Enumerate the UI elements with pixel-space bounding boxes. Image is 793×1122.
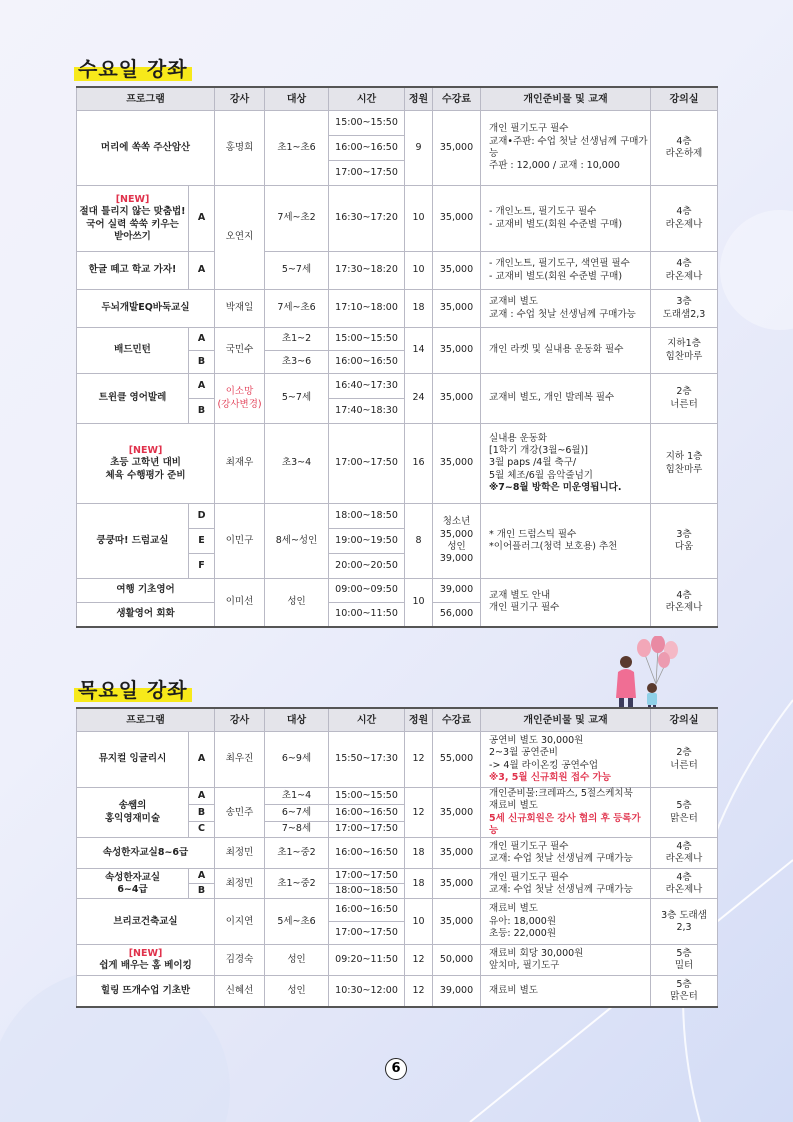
table-row bbox=[77, 252, 718, 290]
target: 5~7세 bbox=[265, 252, 329, 290]
program-name: 뮤지컬 잉글리시 bbox=[77, 732, 189, 788]
fee: 35,000 bbox=[433, 374, 481, 424]
room: 2층 너른터 bbox=[651, 374, 718, 424]
header-fee: 수강료 bbox=[433, 708, 481, 732]
thursday-section-title: 목요일 강좌 bbox=[74, 677, 192, 703]
materials: 재료비 별도 유아: 18,000원 초등: 22,000원 bbox=[481, 899, 651, 945]
teacher: 최재우 bbox=[215, 424, 265, 504]
teacher: 신혜선 bbox=[215, 976, 265, 1007]
fee: 39,000 bbox=[433, 579, 481, 603]
materials: * 개인 드럼스틱 필수 *이어플러그(청력 보호용) 추천 bbox=[481, 504, 651, 579]
materials: - 개인노트, 필기도구, 색연필 필수 - 교재비 별도(회원 수준별 구매) bbox=[481, 252, 651, 290]
room: 5층 맑은터 bbox=[651, 976, 718, 1007]
page-number: 6 bbox=[385, 1058, 407, 1080]
time: 10:00~11:50 bbox=[329, 603, 405, 627]
materials: 교재비 별도 교재 : 수업 첫날 선생님께 구매가능 bbox=[481, 290, 651, 328]
time: 17:00~17:50 bbox=[329, 869, 405, 884]
capacity: 16 bbox=[405, 424, 433, 504]
header-capacity: 정원 bbox=[405, 708, 433, 732]
fee: 35,000 bbox=[433, 869, 481, 899]
capacity: 12 bbox=[405, 945, 433, 976]
table-row bbox=[77, 111, 718, 136]
fee: 35,000 bbox=[433, 838, 481, 869]
time: 16:30~17:20 bbox=[329, 186, 405, 252]
table-row bbox=[77, 899, 718, 922]
program-name: 속성한자교실8~6급 bbox=[77, 838, 215, 869]
header-teacher: 강사 bbox=[215, 708, 265, 732]
capacity: 14 bbox=[405, 328, 433, 374]
teacher: 이미선 bbox=[215, 579, 265, 627]
class-label: E bbox=[189, 529, 215, 554]
class-label: C bbox=[189, 821, 215, 838]
materials: 개인 필기도구 필수 교재•주판: 수업 첫날 선생님께 구매가능 주판 : 12,000 / 교재 : 10,000 bbox=[481, 111, 651, 186]
time: 15:00~15:50 bbox=[329, 111, 405, 136]
capacity: 10 bbox=[405, 186, 433, 252]
class-label: A bbox=[189, 374, 215, 399]
fee: 56,000 bbox=[433, 603, 481, 627]
fee: 청소년 35,000 성인 39,000 bbox=[433, 504, 481, 579]
program-name: 배드민턴 bbox=[77, 328, 189, 374]
room: 3층 도래샘 2,3 bbox=[651, 899, 718, 945]
capacity: 8 bbox=[405, 504, 433, 579]
teacher: 이민구 bbox=[215, 504, 265, 579]
time: 16:40~17:30 bbox=[329, 374, 405, 399]
class-label: A bbox=[189, 186, 215, 252]
room: 3층 도래샘2,3 bbox=[651, 290, 718, 328]
class-label: A bbox=[189, 788, 215, 805]
capacity: 10 bbox=[405, 252, 433, 290]
time: 10:30~12:00 bbox=[329, 976, 405, 1007]
program-name: [NEW] 쉽게 배우는 홈 베이킹 bbox=[77, 945, 215, 976]
materials: - 개인노트, 필기도구 필수 - 교재비 별도(회원 수준별 구매) bbox=[481, 186, 651, 252]
target: 초3~6 bbox=[265, 351, 329, 374]
room: 4층 라온제나 bbox=[651, 869, 718, 899]
program-name: 트윈클 영어발레 bbox=[77, 374, 189, 424]
table-row bbox=[77, 290, 718, 328]
target: 5~7세 bbox=[265, 374, 329, 424]
header-program: 프로그램 bbox=[77, 708, 215, 732]
time: 16:00~16:50 bbox=[329, 351, 405, 374]
class-label: A bbox=[189, 252, 215, 290]
materials: 실내용 운동화 [1학기 개강(3월~6월)] 3월 paps /4월 축구/ 5월 체조/6월 음악줄넘기 ※7~8월 방학은 미운영됩니다. bbox=[481, 424, 651, 504]
program-name: 브리코건축교실 bbox=[77, 899, 215, 945]
teacher: 최정민 bbox=[215, 869, 265, 899]
teacher: 최우진 bbox=[215, 732, 265, 788]
fee: 35,000 bbox=[433, 424, 481, 504]
room: 4층 라온제나 bbox=[651, 838, 718, 869]
room: 5층 밀터 bbox=[651, 945, 718, 976]
fee: 35,000 bbox=[433, 788, 481, 838]
room: 지하 1층 힘찬마루 bbox=[651, 424, 718, 504]
program-name: 속성한자교실 6~4급 bbox=[77, 869, 189, 899]
capacity: 9 bbox=[405, 111, 433, 186]
header-capacity: 정원 bbox=[405, 87, 433, 111]
header-target: 대상 bbox=[265, 708, 329, 732]
fee: 39,000 bbox=[433, 976, 481, 1007]
time: 16:00~16:50 bbox=[329, 136, 405, 161]
time: 09:20~11:50 bbox=[329, 945, 405, 976]
class-label: B bbox=[189, 351, 215, 374]
teacher: 송민주 bbox=[215, 788, 265, 838]
target: 초1~2 bbox=[265, 328, 329, 351]
target: 초1~중2 bbox=[265, 869, 329, 899]
time: 17:00~17:50 bbox=[329, 922, 405, 945]
wednesday-schedule-table bbox=[76, 86, 718, 628]
materials: 공연비 별도 30,000원 2~3월 공연준비 -> 4월 라이온킹 공연수업 ※3, 5월 신규회원 접수 가능 bbox=[481, 732, 651, 788]
time: 17:40~18:30 bbox=[329, 399, 405, 424]
class-label: F bbox=[189, 554, 215, 579]
class-label: A bbox=[189, 732, 215, 788]
materials: 교재 별도 안내 개인 필기구 필수 bbox=[481, 579, 651, 627]
time: 15:50~17:30 bbox=[329, 732, 405, 788]
fee: 35,000 bbox=[433, 290, 481, 328]
program-name: [NEW] 초등 고학년 대비 체육 수행평가 준비 bbox=[77, 424, 215, 504]
header-program: 프로그램 bbox=[77, 87, 215, 111]
teacher: 오연지 bbox=[215, 186, 265, 290]
header-room: 강의실 bbox=[651, 708, 718, 732]
header-materials: 개인준비물 및 교재 bbox=[481, 87, 651, 111]
target: 성인 bbox=[265, 976, 329, 1007]
time: 16:00~16:50 bbox=[329, 804, 405, 821]
target: 7~8세 bbox=[265, 821, 329, 838]
class-label: A bbox=[189, 869, 215, 884]
balloons-illustration bbox=[604, 636, 704, 716]
time: 17:10~18:00 bbox=[329, 290, 405, 328]
fee: 35,000 bbox=[433, 252, 481, 290]
table-row bbox=[77, 579, 718, 603]
class-label: A bbox=[189, 328, 215, 351]
teacher: 이소망 (강사변경) bbox=[215, 374, 265, 424]
class-label: B bbox=[189, 399, 215, 424]
capacity: 12 bbox=[405, 732, 433, 788]
capacity: 12 bbox=[405, 788, 433, 838]
materials: 교재비 별도, 개인 발레복 필수 bbox=[481, 374, 651, 424]
capacity: 18 bbox=[405, 838, 433, 869]
teacher: 박재일 bbox=[215, 290, 265, 328]
time: 09:00~09:50 bbox=[329, 579, 405, 603]
target: 성인 bbox=[265, 579, 329, 627]
table-row bbox=[77, 788, 718, 805]
room: 5층 맑은터 bbox=[651, 788, 718, 838]
time: 17:00~17:50 bbox=[329, 424, 405, 504]
program-name: 머리에 쏙쏙 주산암산 bbox=[77, 111, 215, 186]
header-materials: 개인준비물 및 교재 bbox=[481, 708, 651, 732]
class-label: D bbox=[189, 504, 215, 529]
program-name: 여행 기초영어 bbox=[77, 579, 215, 603]
table-row bbox=[77, 424, 718, 504]
time: 17:00~17:50 bbox=[329, 161, 405, 186]
table-row bbox=[77, 504, 718, 529]
wednesday-section-title: 수요일 강좌 bbox=[74, 56, 192, 82]
program-name: [NEW] 절대 틀리지 않는 맞춤법! 국어 실력 쑥쑥 키우는 받아쓰기 bbox=[77, 186, 189, 252]
table-row bbox=[77, 374, 718, 399]
materials: 재료비 회당 30,000원 앞치마, 필기도구 bbox=[481, 945, 651, 976]
time: 18:00~18:50 bbox=[329, 504, 405, 529]
target: 초1~초6 bbox=[265, 111, 329, 186]
table-row bbox=[77, 869, 718, 884]
materials: 재료비 별도 bbox=[481, 976, 651, 1007]
target: 8세~성인 bbox=[265, 504, 329, 579]
target: 5세~초6 bbox=[265, 899, 329, 945]
room: 4층 라온제나 bbox=[651, 252, 718, 290]
program-name: 힐링 뜨개수업 기초반 bbox=[77, 976, 215, 1007]
capacity: 12 bbox=[405, 976, 433, 1007]
room: 2층 너른터 bbox=[651, 732, 718, 788]
capacity: 18 bbox=[405, 869, 433, 899]
fee: 50,000 bbox=[433, 945, 481, 976]
target: 초1~4 bbox=[265, 788, 329, 805]
table-header-row bbox=[77, 708, 718, 732]
header-room: 강의실 bbox=[651, 87, 718, 111]
class-label: B bbox=[189, 884, 215, 899]
table-row bbox=[77, 945, 718, 976]
program-name: 쿵쿵따! 드럼교실 bbox=[77, 504, 189, 579]
room: 4층 라온제나 bbox=[651, 579, 718, 627]
fee: 35,000 bbox=[433, 899, 481, 945]
teacher: 최정민 bbox=[215, 838, 265, 869]
table-row bbox=[77, 328, 718, 351]
time: 18:00~18:50 bbox=[329, 884, 405, 899]
teacher: 김경숙 bbox=[215, 945, 265, 976]
header-teacher: 강사 bbox=[215, 87, 265, 111]
program-name: 두뇌개발EQ바둑교실 bbox=[77, 290, 215, 328]
fee: 35,000 bbox=[433, 328, 481, 374]
program-name: 송쌤의 홍익영재미술 bbox=[77, 788, 189, 838]
time: 16:00~16:50 bbox=[329, 838, 405, 869]
room: 4층 라온제나 bbox=[651, 186, 718, 252]
capacity: 10 bbox=[405, 579, 433, 627]
target: 초1~중2 bbox=[265, 838, 329, 869]
teacher: 이지연 bbox=[215, 899, 265, 945]
materials: 개인준비물:크레파스, 5절스케치북 재료비 별도 5세 신규회원은 강사 협의 후 등록가능 bbox=[481, 788, 651, 838]
room: 3층 다움 bbox=[651, 504, 718, 579]
table-row bbox=[77, 732, 718, 788]
class-label: B bbox=[189, 804, 215, 821]
capacity: 10 bbox=[405, 899, 433, 945]
time: 15:00~15:50 bbox=[329, 788, 405, 805]
fee: 55,000 bbox=[433, 732, 481, 788]
program-name: 한글 떼고 학교 가자! bbox=[77, 252, 189, 290]
table-row bbox=[77, 838, 718, 869]
target: 성인 bbox=[265, 945, 329, 976]
time: 19:00~19:50 bbox=[329, 529, 405, 554]
table-row bbox=[77, 186, 718, 252]
materials: 개인 라켓 및 실내용 운동화 필수 bbox=[481, 328, 651, 374]
program-name: 생활영어 회화 bbox=[77, 603, 215, 627]
header-target: 대상 bbox=[265, 87, 329, 111]
room: 4층 라온하제 bbox=[651, 111, 718, 186]
capacity: 24 bbox=[405, 374, 433, 424]
header-time: 시간 bbox=[329, 708, 405, 732]
capacity: 18 bbox=[405, 290, 433, 328]
target: 6~9세 bbox=[265, 732, 329, 788]
time: 15:00~15:50 bbox=[329, 328, 405, 351]
target: 6~7세 bbox=[265, 804, 329, 821]
target: 초3~4 bbox=[265, 424, 329, 504]
target: 7세~초2 bbox=[265, 186, 329, 252]
target: 7세~초6 bbox=[265, 290, 329, 328]
materials: 개인 필기도구 필수 교재: 수업 첫날 선생님께 구매가능 bbox=[481, 838, 651, 869]
room: 지하1층 힘찬마루 bbox=[651, 328, 718, 374]
teacher: 국민수 bbox=[215, 328, 265, 374]
time: 17:00~17:50 bbox=[329, 821, 405, 838]
time: 17:30~18:20 bbox=[329, 252, 405, 290]
table-header-row bbox=[77, 87, 718, 111]
header-fee: 수강료 bbox=[433, 87, 481, 111]
time: 20:00~20:50 bbox=[329, 554, 405, 579]
time: 16:00~16:50 bbox=[329, 899, 405, 922]
table-row bbox=[77, 976, 718, 1007]
fee: 35,000 bbox=[433, 186, 481, 252]
thursday-schedule-table bbox=[76, 707, 718, 1008]
teacher: 홍명희 bbox=[215, 111, 265, 186]
materials: 개인 필기도구 필수 교재: 수업 첫날 선생님께 구매가능 bbox=[481, 869, 651, 899]
fee: 35,000 bbox=[433, 111, 481, 186]
header-time: 시간 bbox=[329, 87, 405, 111]
